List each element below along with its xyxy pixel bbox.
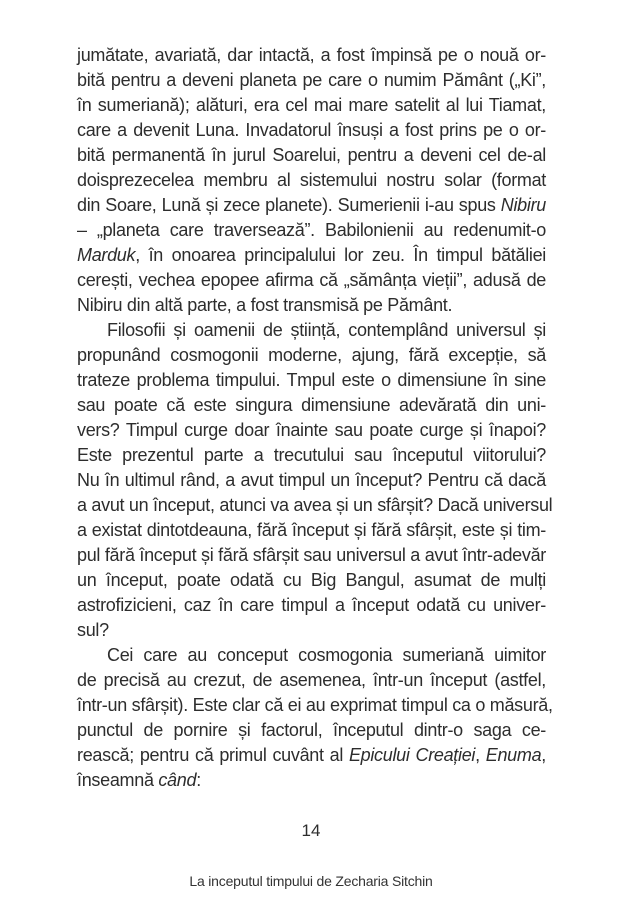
text-run: înseamnă [77, 770, 159, 790]
text-line [77, 118, 546, 143]
text-run: bită permanentă în jurul Soarelui, pentru a deveni cel de-al [77, 145, 546, 165]
italic-text-run: Epicului Creației [348, 745, 476, 765]
italic-text-run: când [158, 770, 197, 790]
text-run: Nu în ultimul rând, a avut timpul un început? Pentru că dacă [77, 470, 546, 490]
text-line [77, 568, 546, 593]
text-run: vers? Timpul curge doar înainte sau poate curge și înapoi? [77, 420, 546, 440]
text-run: jumătate, avariată, dar intactă, a fost împinsă pe o nouă or- [77, 45, 546, 65]
text-line [77, 343, 546, 368]
text-line [77, 718, 546, 743]
text-line [77, 418, 546, 443]
text-run: rească; pentru că primul cuvânt al [77, 745, 349, 765]
text-run: sau poate că este singura dimensiune adevărată din uni- [77, 395, 546, 415]
text-run: , în onoarea principalului lor zeu. În timpul bătăliei [135, 245, 546, 265]
text-line [77, 218, 546, 243]
text-line [77, 368, 546, 393]
text-line [77, 318, 546, 343]
text-line [77, 393, 546, 418]
text-run: trateze problema timpului. Tmpul este o dimensiune în sine [77, 370, 546, 390]
text-line [77, 743, 546, 768]
text-run: Filosofii și oamenii de știință, contemplând universul și [107, 320, 546, 340]
italic-text-run: Enuma [485, 745, 542, 765]
text-run: Nibiru din altă parte, a fost transmisă pe Pământ. [77, 295, 453, 315]
text-line [77, 168, 546, 193]
text-run: , [541, 745, 546, 765]
text-run: a avut un început, atunci va avea și un sfârșit? Dacă universul [77, 495, 553, 515]
text-line [77, 43, 546, 68]
text-line [77, 693, 553, 718]
italic-text-run: Nibiru [500, 195, 546, 215]
page-number: 14 [301, 821, 321, 840]
text-line [77, 243, 546, 268]
text-run: Cei care au conceput cosmogonia sumeriană uimitor [107, 645, 546, 665]
text-line [77, 543, 546, 568]
text-run: de precisă au crezut, de asemenea, într-un început (astfel, [77, 670, 546, 690]
page-text [77, 43, 553, 793]
text-run: propunând cosmogonii moderne, ajung, fără excepție, să [77, 345, 546, 365]
text-line [77, 668, 546, 693]
text-run: pul fără început și fără sfârșit sau universul a avut într-adevăr [77, 545, 546, 565]
text-line [77, 443, 546, 468]
text-line [77, 93, 546, 118]
text-run: Este prezentul parte a trecutului sau începutul viitorului? [77, 445, 546, 465]
text-run: astrofizicieni, caz în care timpul a început odată cu univer- [77, 595, 546, 615]
text-line [77, 68, 546, 93]
text-line [77, 518, 546, 543]
italic-text-run: Marduk [77, 245, 136, 265]
text-run: în sumeriană); alături, era cel mai mare satelit al lui Tiamat, [77, 95, 546, 115]
text-run: punctul de pornire și factorul, începutul dintr-o saga ce- [77, 720, 546, 740]
text-run: într-un sfârșit). Este clar că ei au exprimat timpul ca o măsură, [77, 695, 553, 715]
text-run: – „planeta care traversează”. Babilonienii au redenumit-o [77, 220, 546, 240]
text-line [77, 618, 546, 643]
text-run: a existat dintotdeauna, fără început și fără sfârșit, este și tim- [77, 520, 546, 540]
footer-book-title: La inceputul timpului de Zecharia Sitchin [189, 873, 433, 889]
text-run: din Soare, Lună și zece planete). Sumerienii i-au spus [77, 195, 501, 215]
text-line [77, 143, 546, 168]
text-line [77, 268, 546, 293]
text-line [77, 468, 546, 493]
text-run: doisprezecelea membru al sistemului nostru solar (format [77, 170, 546, 190]
text-line [77, 193, 546, 218]
text-run: , [475, 745, 486, 765]
text-line [77, 643, 546, 668]
text-line [77, 593, 546, 618]
text-run: bită pentru a deveni planeta pe care o numim Pământ („Ki”, [77, 70, 546, 90]
text-run: un început, poate odată cu Big Bangul, asumat de mulți [77, 570, 546, 590]
text-run: : [196, 770, 201, 790]
text-run: sul? [77, 620, 109, 640]
text-line [77, 768, 546, 793]
text-run: cerești, vechea epopee afirma că „sămânța vieții”, adusă de [77, 270, 546, 290]
text-line [77, 293, 546, 318]
text-line [77, 493, 553, 518]
text-run: care a devenit Luna. Invadatorul însuși a fost prins pe o or- [77, 120, 546, 140]
